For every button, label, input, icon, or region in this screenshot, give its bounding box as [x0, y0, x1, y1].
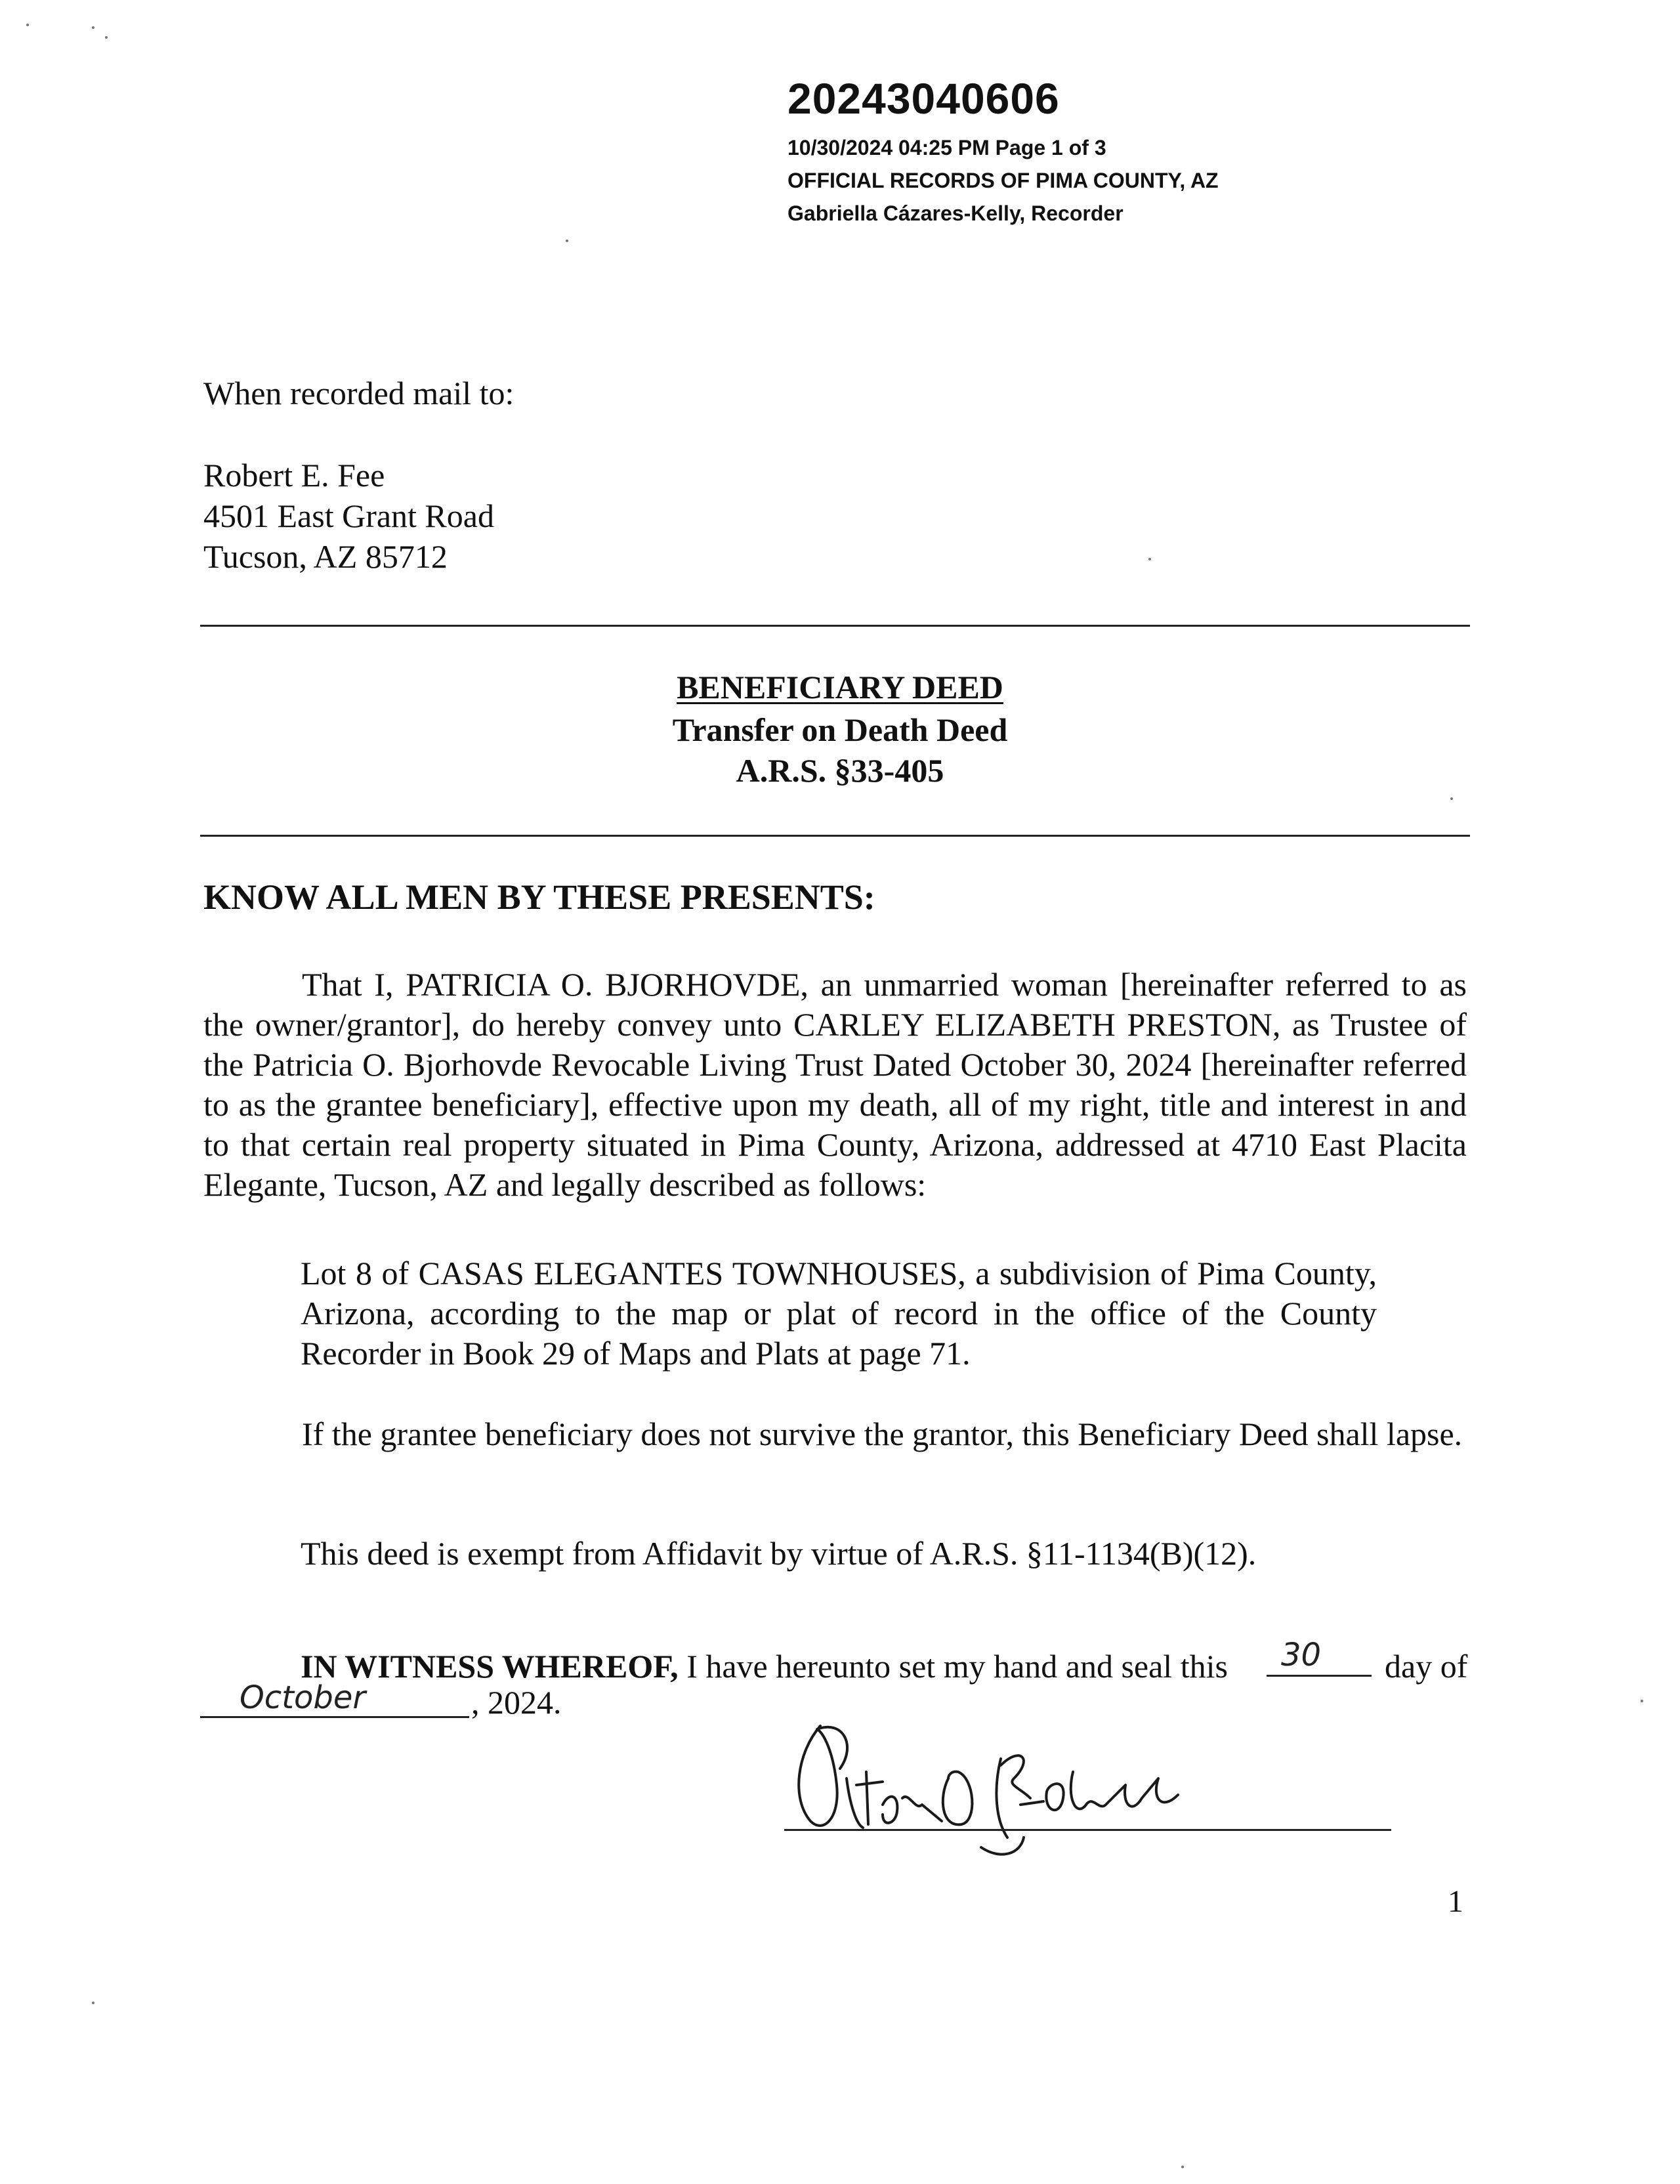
day-of-label: day of [1385, 1648, 1468, 1685]
scan-speck [92, 26, 94, 29]
scan-speck [1641, 1700, 1643, 1702]
year-text: , 2024. [471, 1684, 562, 1721]
scan-speck [1148, 558, 1151, 560]
section-heading: KNOW ALL MEN BY THESE PRESENTS: [203, 877, 875, 917]
month-blank [200, 1677, 469, 1718]
mail-to-city: Tucson, AZ 85712 [203, 538, 448, 575]
mail-to-name: Robert E. Fee [203, 457, 385, 494]
scan-speck [92, 2002, 94, 2004]
scan-speck [26, 24, 29, 26]
scan-speck [1181, 2166, 1184, 2168]
scan-speck [105, 36, 108, 39]
witness-clause: IN WITNESS WHEREOF, I have hereunto set my hand and seal this [301, 1648, 1228, 1685]
exempt-statement: This deed is exempt from Affidavit by virtue of A.R.S. §11-1134(B)(12). [301, 1535, 1257, 1572]
header-divider-bottom [200, 835, 1470, 837]
day-handwritten: 30 [1281, 1637, 1322, 1673]
signature-line [784, 1829, 1391, 1831]
scan-speck [566, 240, 568, 242]
witness-lead: IN WITNESS WHEREOF, [301, 1648, 679, 1685]
deed-statute: A.R.S. §33-405 [736, 752, 944, 789]
conveyance-paragraph: That I, PATRICIA O. BJORHOVDE, an unmarried woman [hereinafter referred to as the owner/grantor], do hereby convey unto CARLEY ELIZABETH PRESTON, as Trustee of the Patricia O. Bjorhovde Revocable Living Trust Dated October 30, 2024 [hereinafter referred to as the grantee beneficiary], effective upon my death, all of my right, title and interest in and to that certain real property situated in Pima County, Arizona, addressed at 4710 East Placita Elegante, Tucson, AZ and legally described as follows: [203, 966, 1467, 1203]
mail-to-street: 4501 East Grant Road [203, 497, 494, 534]
recording-datetime-page: 10/30/2024 04:25 PM Page 1 of 3 [788, 136, 1106, 159]
scan-speck [1450, 797, 1453, 800]
mail-to-label: When recorded mail to: [203, 375, 514, 411]
day-blank [1267, 1635, 1372, 1677]
deed-title: BENEFICIARY DEED [677, 669, 1003, 705]
grantor-signature [784, 1706, 1230, 1864]
header-divider-top [200, 625, 1470, 627]
deed-subtitle: Transfer on Death Deed [672, 711, 1008, 748]
recording-document-number: 20243040606 [788, 74, 1060, 123]
page-number: 1 [1448, 1884, 1463, 1919]
legal-description: Lot 8 of CASAS ELEGANTES TOWNHOUSES, a subdivision of Pima County, Arizona, according to the map or plat of record in the office of the County Recorder in Book 29 of Maps and Plats at page 71. [301, 1255, 1377, 1372]
lapse-paragraph: If the grantee beneficiary does not survive the grantor, this Beneficiary Deed shall lapse. [302, 1416, 1463, 1452]
month-handwritten: October [240, 1679, 366, 1716]
recording-recorder: Gabriella Cázares-Kelly, Recorder [788, 201, 1124, 225]
recording-office: OFFICIAL RECORDS OF PIMA COUNTY, AZ [788, 169, 1219, 192]
